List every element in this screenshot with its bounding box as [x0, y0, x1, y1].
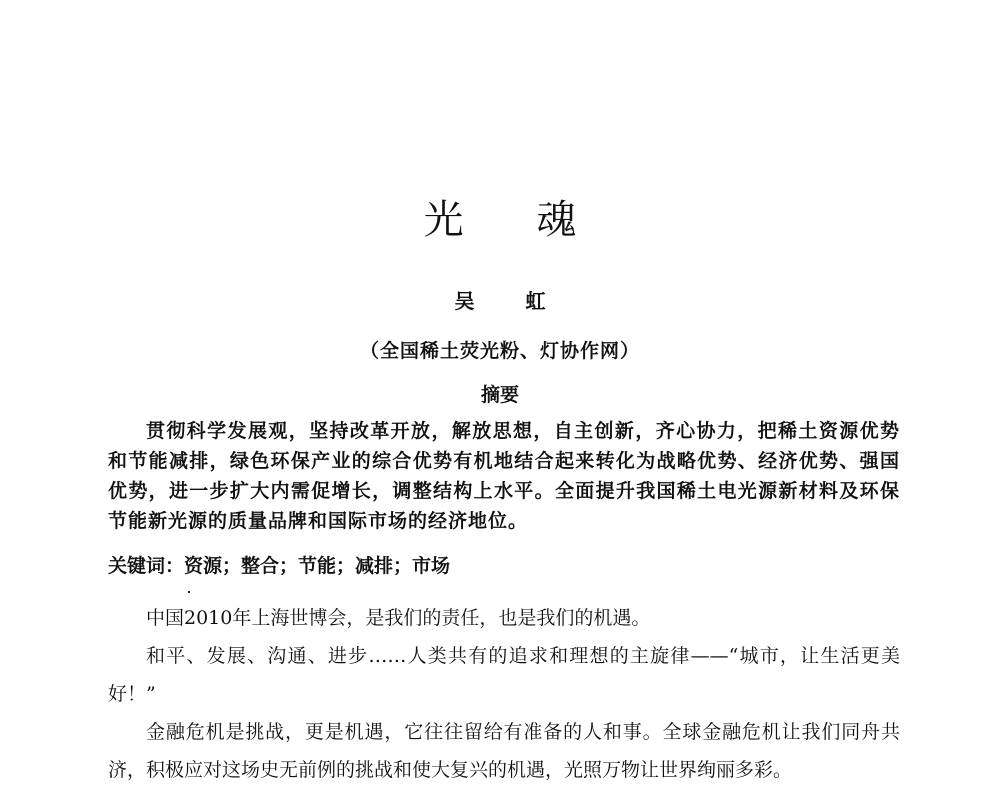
- abstract-text: 贯彻科学发展观，坚持改革开放，解放思想，自主创新，齐心协力，把稀土资源优势和节能减排，绿色环保产业的综合优势有机地结合起来转化为战略优势、经济优势、强国优势，进一步扩大内需促增长，调整结构上水平。全面提升我国稀土电光源新材料及环保节能新光源的质量品牌和国际市场的经济地位。: [108, 420, 900, 532]
- document-title: 光 魂: [423, 197, 607, 243]
- body-text: [108, 599, 900, 789]
- abstract-heading: 摘要: [480, 384, 519, 406]
- body-paragraph: 中国2010年上海世博会，是我们的责任，也是我们的机遇。: [146, 607, 651, 629]
- keywords-label: 关键词：: [108, 555, 185, 577]
- body-paragraph: 金融危机是挑战，更是机遇，它往往留给有准备的人和事。全球金融危机让我们同舟共济，积极应对这场史无前例的挑战和使大复兴的机遇，光照万物让世界绚丽多彩。: [108, 721, 900, 781]
- keywords-line: [108, 552, 900, 580]
- author-affiliation: （全国稀土荧光粉、灯协作网）: [359, 340, 640, 362]
- keywords-text: 资源；整合；节能；减排；市场: [184, 555, 451, 577]
- author-name: 吴 虹: [454, 289, 568, 313]
- stray-mark: [188, 591, 190, 593]
- body-paragraph: 和平、发展、沟通、进步……人类共有的追求和理想的主旋律——“城市，让生活更美好！”: [108, 645, 900, 705]
